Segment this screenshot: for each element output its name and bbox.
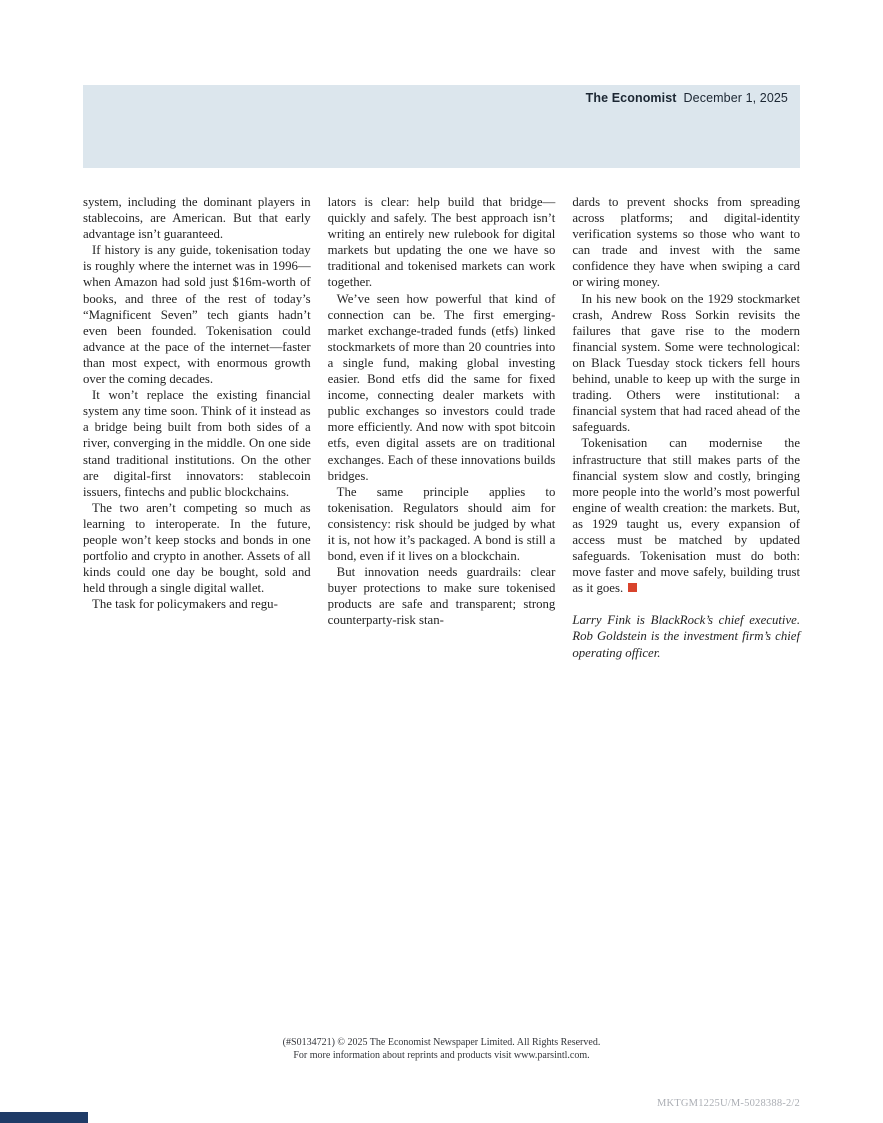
- copyright-footer: [0, 1036, 883, 1062]
- byline: [572, 612, 800, 660]
- paragraph-text: lators is clear: help build that bridge—quickly and safely. The best approach isn’t writing an entirely new rulebook for digital markets but updating the one we have so traditional and tokenised markets can work together.: [327, 195, 556, 290]
- document-code: MKTGM1225U/M-5028388-2/2: [656, 1098, 800, 1109]
- paragraph-text: The two aren’t competing so much as learning to interoperate. In the future, people won’t keep stocks and bonds in one portfolio and crypto in another. Assets of all kinds could one day be bought, sold and held through a single digital wallet.: [83, 500, 311, 596]
- paragraph: [83, 242, 311, 387]
- article-body: [83, 194, 800, 661]
- paragraph: [83, 596, 311, 612]
- paragraph-text: system, including the dominant players in stablecoins, are American. But that early advantage isn’t guaranteed.: [83, 195, 311, 242]
- article-column-2: [328, 194, 556, 661]
- copyright-line: (#S0134721) © 2025 The Economist Newspaper Limited. All Rights Reserved.: [282, 1037, 601, 1048]
- paragraph-text: The same principle applies to tokenisation. Regulators should aim for consistency: risk should be judged by what it is, not how it’s packaged. A bond is still a bond, even if it lives on a blockchain.: [327, 484, 556, 564]
- paragraph-text: But innovation needs guardrails: clear buyer protections to make sure tokenised products are safe and transparent; strong counterparty-risk stan-: [327, 565, 556, 628]
- paragraph: [572, 194, 800, 291]
- paragraph: [328, 194, 556, 291]
- paragraph: [328, 484, 556, 564]
- paragraph: [572, 291, 800, 436]
- paragraph-text: The task for policymakers and regu-: [92, 597, 278, 612]
- paragraph-text: It won’t replace the existing financial system any time soon. Think of it instead as a bridge being built from both sides of a river, converging in the middle. On one side stand traditional institutions. On the other are digital-first innovators: stablecoin issuers, fintechs and public blockchains.: [83, 388, 311, 499]
- paragraph-text: Tokenisation can modernise the infrastructure that still makes parts of the financial system slow and costly, bringing more people into the world’s most powerful engine of wealth creation: the markets. But, as 1929 taught us, every expansion of access must be matched by updated safeguards. Tokenisation must do both: move faster and move safely, building trust as it goes.: [572, 436, 801, 596]
- paragraph-text: If history is any guide, tokenisation today is roughly where the internet was in 1996—when Amazon had sold just $16m-worth of books, and three of the rest of today’s “Magnificent Seven” tech giants hadn’t even been founded. Tokenisation could advance at the pace of the internet—faster than most expect, with enormous growth over the coming decades.: [83, 243, 311, 387]
- article-column-3: [572, 194, 800, 661]
- header-band: [83, 85, 800, 168]
- corner-bar: [0, 1112, 88, 1123]
- paragraph: [572, 435, 800, 596]
- paragraph: [83, 500, 311, 597]
- issue-date: December 1, 2025: [683, 91, 788, 105]
- paragraph: [328, 564, 556, 628]
- publication-name: The Economist: [585, 91, 677, 105]
- paragraph-text: dards to prevent shocks from spreading across platforms; and digital-identity verification systems so those who want to can trade and invest with the same confidence they have when swiping a card or wiring money.: [572, 195, 801, 290]
- reprints-line: For more information about reprints and products visit www.parsintl.com.: [293, 1050, 590, 1061]
- paragraph-text: We’ve seen how powerful that kind of connection can be. The first emerging-market exchange-traded funds (etfs) linked stockmarkets of more than 20 countries into a single fund, making global investing easier. Bond etfs did the same for fixed income, connecting dealer markets with public exchanges so investors could trade more efficiently. And now with spot bitcoin etfs, even digital assets are on traditional exchanges. Each of these innovations builds bridges.: [327, 291, 556, 483]
- end-of-article-mark: [628, 583, 637, 592]
- article-column-1: [83, 194, 311, 661]
- byline-text: Larry Fink is BlackRock’s chief executive. Rob Goldstein is the investment firm’s chief operating officer.: [572, 613, 801, 660]
- masthead: [586, 91, 788, 105]
- paragraph: [83, 194, 311, 242]
- paragraph: [328, 291, 556, 484]
- paragraph: [83, 387, 311, 500]
- paragraph-text: In his new book on the 1929 stockmarket crash, Andrew Ross Sorkin revisits the failures that gave rise to the modern financial system. Some were technological: on Black Tuesday stock tickers fell hours behind, unable to keep up with the surge in trading. Others were institutional: a financial system that had raced ahead of the safeguards.: [572, 291, 801, 435]
